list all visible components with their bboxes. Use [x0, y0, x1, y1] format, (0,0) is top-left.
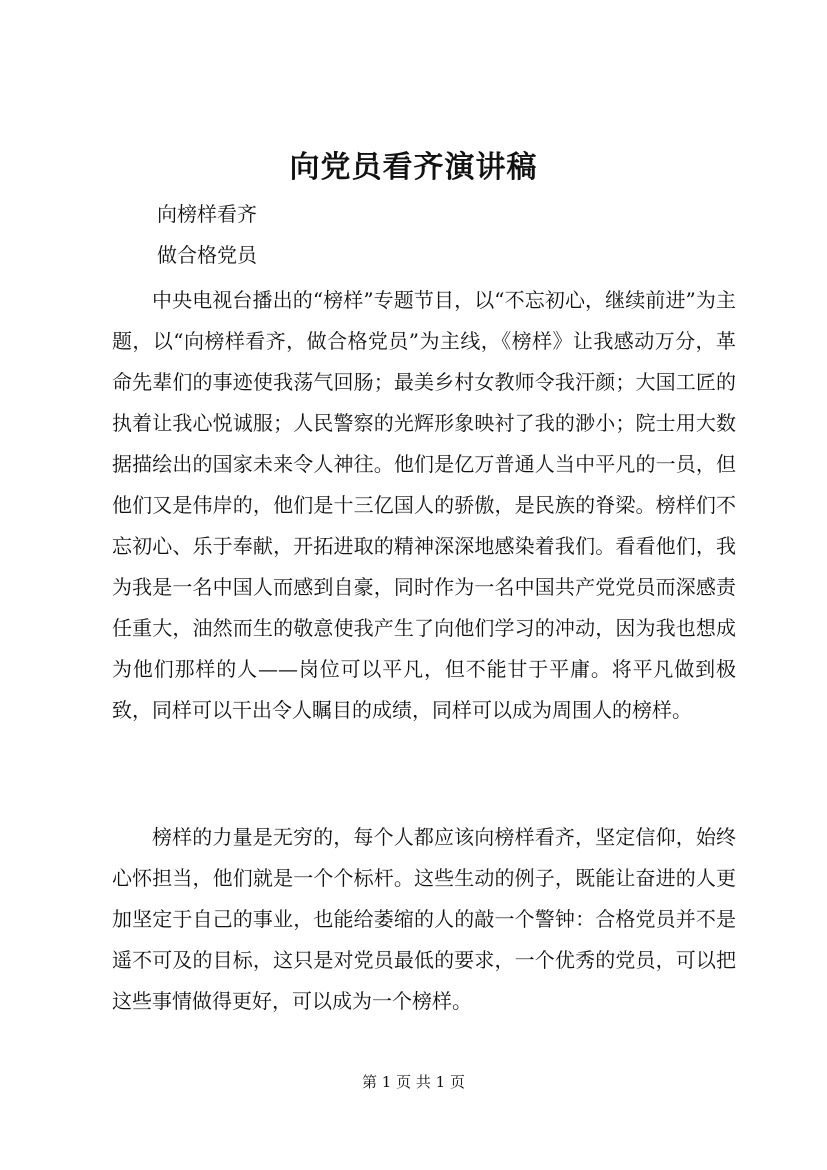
body-paragraph-1: 中央电视台播出的“榜样”专题节目，以“不忘初心，继续前进”为主题，以“向榜样看齐，做合格党员”为主线，《榜样》让我感动万分，革命先辈们的事迹使我荡气回肠；最美乡村女教师令我汗颜；大国工匠的执着让我心悦诚服；人民警察的光辉形象映衬了我的渺小；院士用大数据描绘出的国家未来令人神往。他们是亿万普通人当中平凡的一员，但他们又是伟岸的，他们是十三亿国人的骄傲，是民族的脊梁。榜样们不忘初心、乐于奉献，开拓进取的精神深深地感染着我们。看看他们，我为我是一名中国人而感到自豪，同时作为一名中国共产党党员而深感责任重大，油然而生的敬意使我产生了向他们学习的冲动，因为我也想成为他们那样的人——岗位可以平凡，但不能甘于平庸。将平凡做到极致，同样可以干出令人瞩目的成绩，同样可以成为周围人的榜样。: [112, 288, 736, 722]
subtitle-line-1: 向榜样看齐: [157, 202, 257, 226]
document-title: 向党员看齐演讲稿: [289, 150, 538, 185]
body-paragraph-2: 榜样的力量是无穷的，每个人都应该向榜样看齐，坚定信仰，始终心怀担当，他们就是一个个标杆。这些生动的例子，既能让奋进的人更加坚定于自己的事业，也能给萎缩的人的敲一个警钟：合格党员并不是遥不可及的目标，这只是对党员最低的要求，一个优秀的党员，可以把这些事情做得更好，可以成为一个榜样。: [112, 825, 736, 1013]
subtitle-line-2: 做合格党员: [157, 243, 257, 267]
page-footer: 第 1 页 共 1 页: [362, 1073, 465, 1091]
